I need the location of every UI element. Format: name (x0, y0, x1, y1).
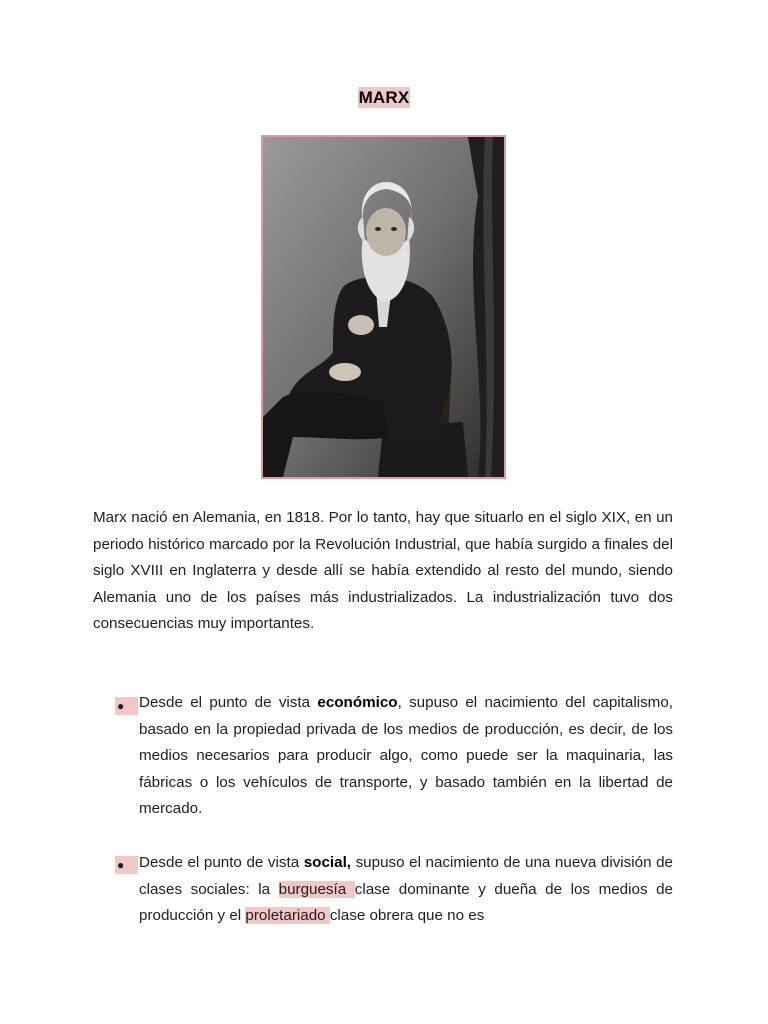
bullet-text: , supuso el nacimiento del capitalismo, basado en la propiedad privada de los medios de producción, es decir, de los medios necesarios para producir algo, como puede ser la maquinaria, las fábricas o los vehículos de transporte, y basado también en la libertad de mercado. (139, 694, 673, 818)
title-container (0, 87, 768, 108)
bullet-bold-term: económico (317, 694, 398, 711)
document-title: MARX (358, 88, 410, 107)
portrait-illustration (263, 137, 504, 477)
highlighted-term: burguesía (278, 880, 355, 898)
highlighted-term: proletariado (245, 907, 330, 925)
bullet-item-economic (139, 690, 673, 823)
bullet-text: clase dominante y dueña de los medios de producción y el (139, 880, 673, 925)
bullet-marker: ● (115, 697, 138, 715)
intro-paragraph: Marx nació en Alemania, en 1818. Por lo tanto, hay que situarlo en el siglo XIX, en un periodo histórico marcado por la Revolución Industrial, que había surgido a finales del siglo XVIII en Inglaterra y desde allí se había extendido al resto del mundo, siendo Alemania uno de los países más industrializados. La industrialización tuvo dos consecuencias muy importantes. (93, 509, 673, 633)
bullet-item-social (139, 850, 673, 930)
bullet-text: clase obrera que no es (329, 907, 485, 925)
bullet-marker: ● (115, 856, 138, 874)
bullet-bold-term: social, (303, 854, 352, 871)
bullet-text: Desde el punto de vista (139, 854, 304, 871)
portrait-image (261, 135, 506, 479)
bullet-text: Desde el punto de vista (139, 694, 318, 711)
bullet-text: supuso el nacimiento de una nueva división de clases sociales: la (139, 854, 674, 898)
